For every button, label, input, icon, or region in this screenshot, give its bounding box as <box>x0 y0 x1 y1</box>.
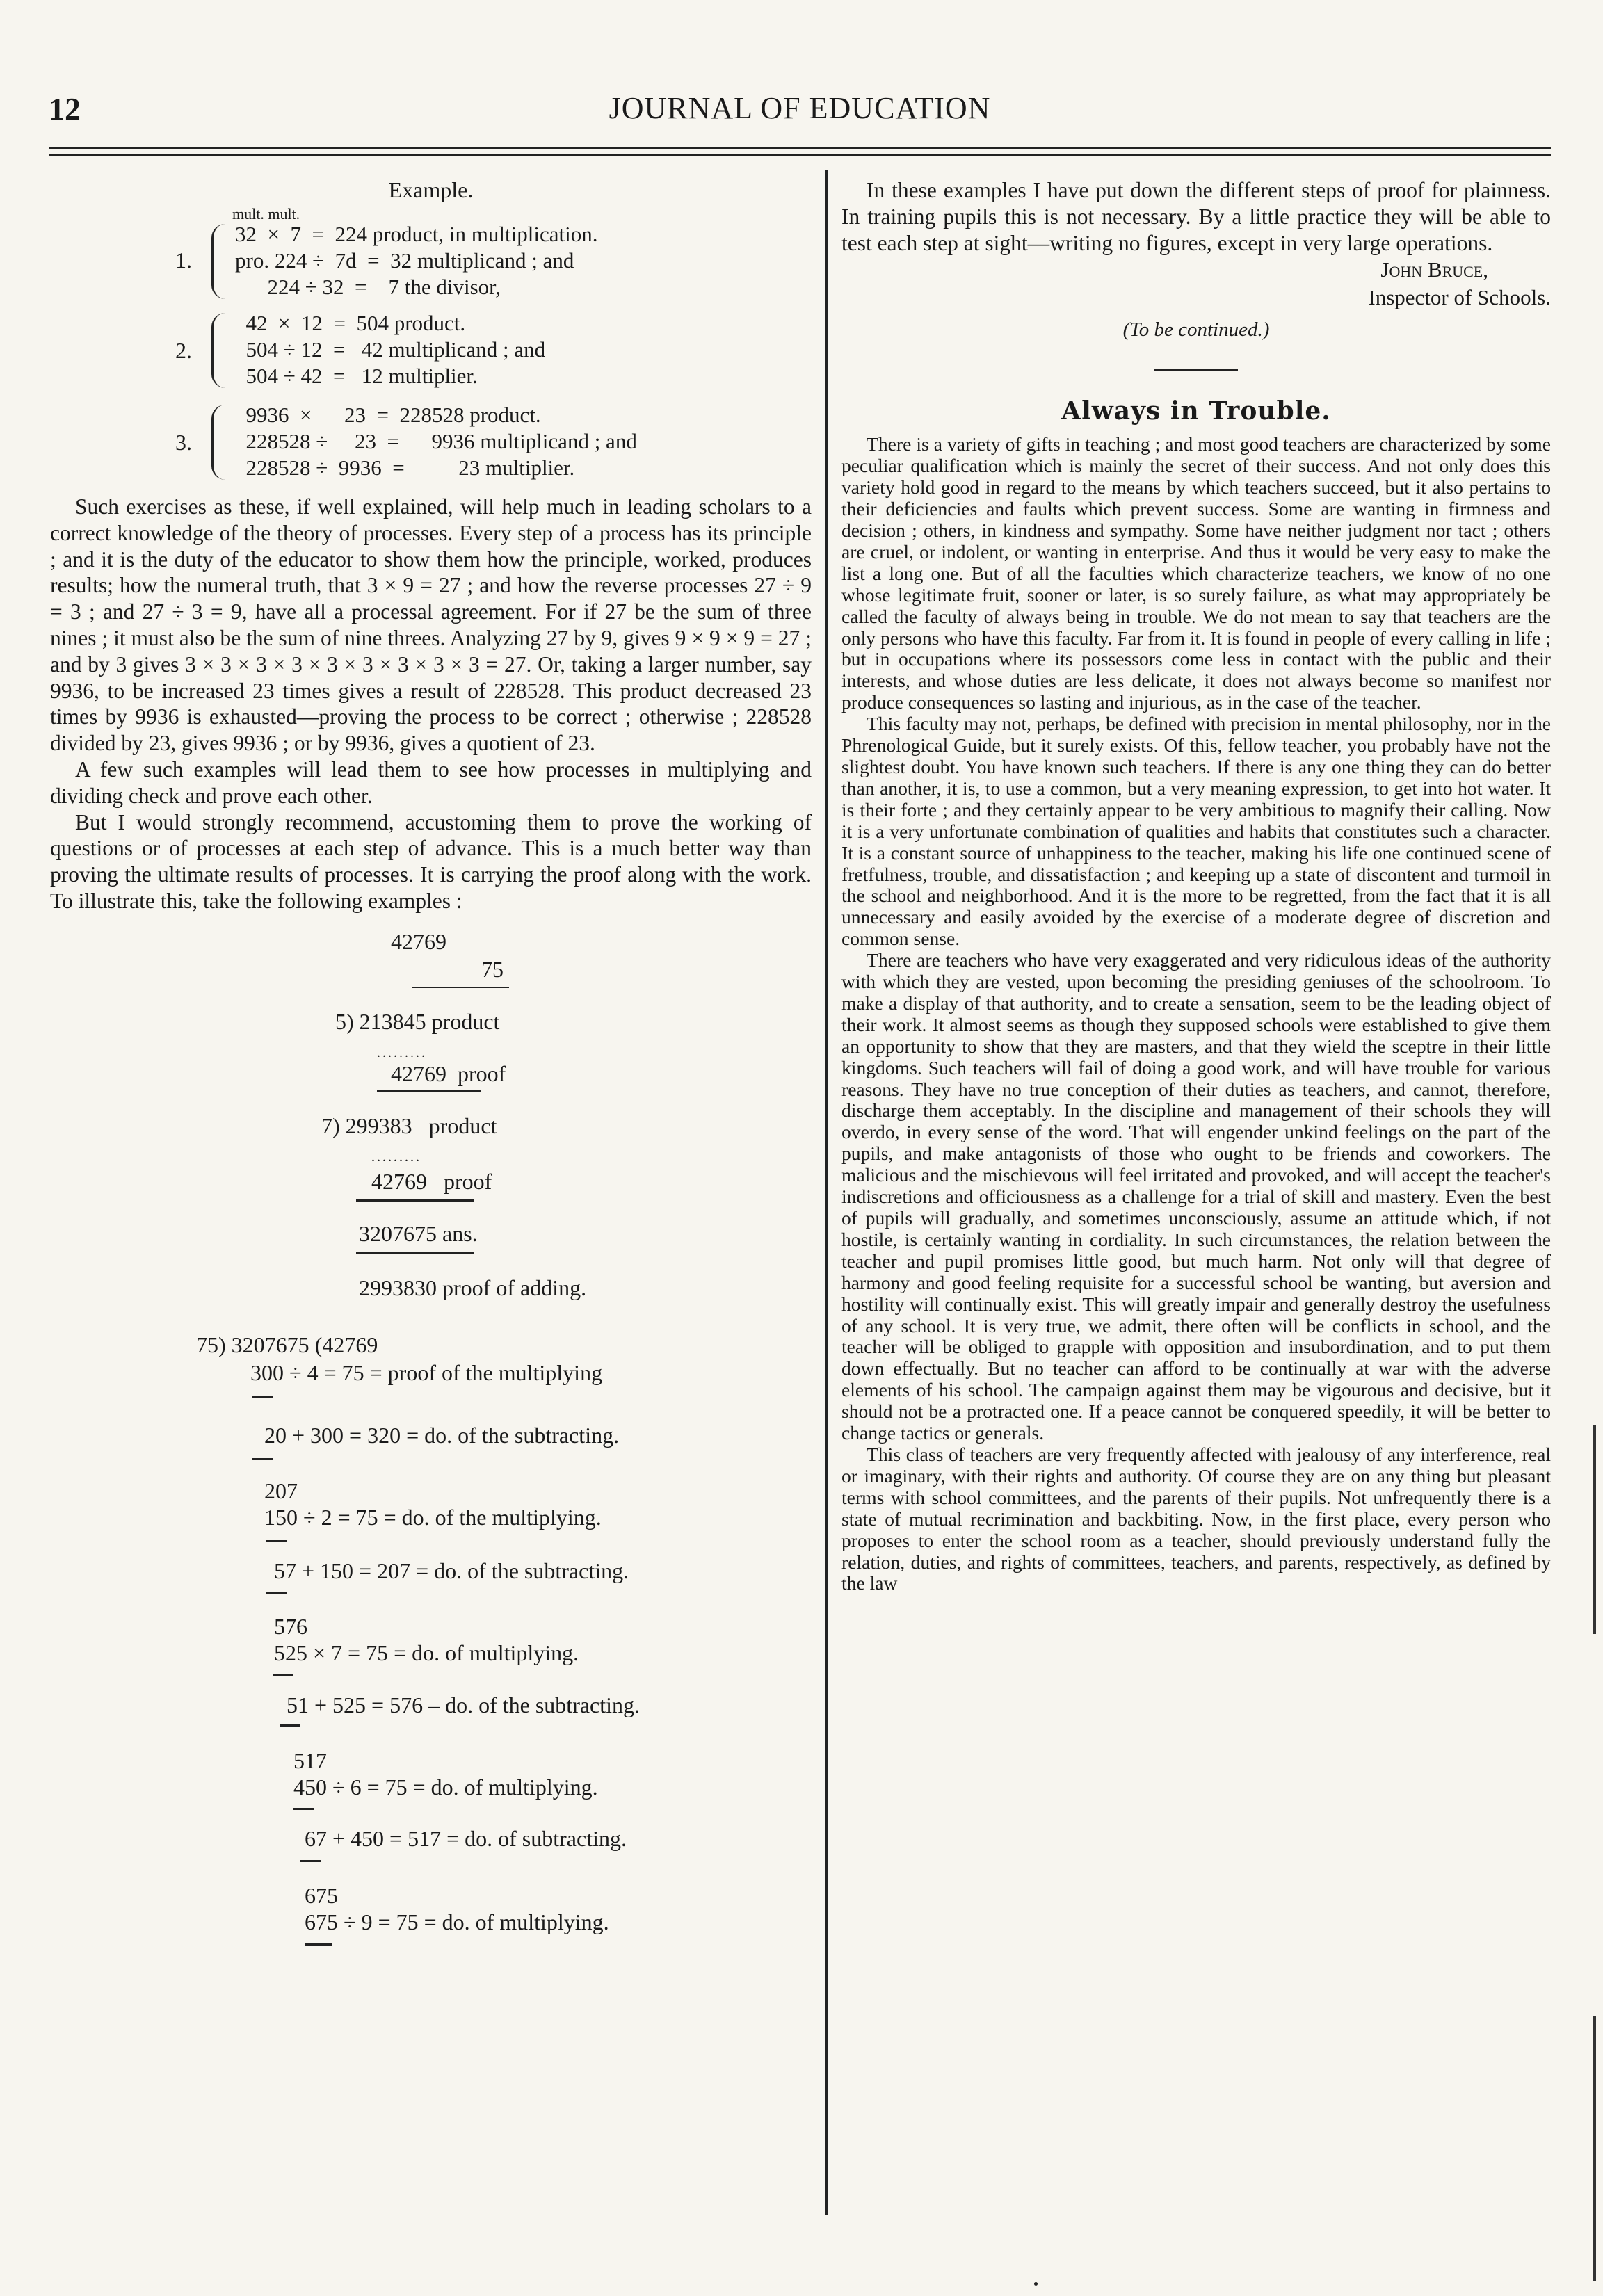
dotted-line: ......... <box>377 1044 427 1060</box>
equation-line: 504 ÷ 12 = 42 multiplicand ; and <box>235 337 546 362</box>
separator-line <box>252 1396 273 1398</box>
calc-line: 42769 proof <box>391 1060 506 1086</box>
brace <box>211 313 227 388</box>
calc-line: 75) 3207675 (42769 <box>196 1332 378 1357</box>
article-body <box>841 434 1551 1594</box>
column-divider <box>825 170 828 2215</box>
equation-group-3 <box>50 402 812 485</box>
example-title: Example. <box>388 177 474 202</box>
dotted-line: ......... <box>371 1149 421 1165</box>
calc-line: 517 <box>293 1747 327 1773</box>
separator-line <box>356 1252 474 1254</box>
calc-line: 7) 299383 product <box>321 1113 497 1138</box>
calc-line: 20 + 300 = 320 = do. of the subtracting. <box>264 1422 620 1448</box>
separator-line <box>377 1090 481 1092</box>
equation-line: 228528 ÷ 23 = 9936 multiplicand ; and <box>235 429 637 453</box>
separator-line <box>280 1724 300 1727</box>
equation-number: 2. <box>175 338 192 363</box>
paragraph: In these examples I have put down the different steps of proof for plainness. In training pupils this is not necessary. By a little practice they will be able to test each step at sight—writing no figures, except in very large operations. <box>841 178 1551 255</box>
calc-line: 576 <box>274 1613 307 1639</box>
calc-line: 5) 213845 product <box>335 1008 500 1034</box>
equation-group-1 <box>50 221 812 302</box>
calc-line: 450 ÷ 6 = 75 = do. of multiplying. <box>293 1774 598 1800</box>
paragraph: But I would strongly recommend, accustoming them to prove the working of questions or of processes at each step of advance. This is a much better way than proving the ultimate results of processes. It is carrying the proof along with the work. To illustrate this, take the following examples : <box>50 809 812 913</box>
brace <box>211 224 227 299</box>
equation-line: 42 × 12 = 504 product. <box>235 311 466 335</box>
separator-line <box>266 1592 287 1594</box>
equation-line: 228528 ÷ 9936 = 23 multiplier. <box>235 455 575 480</box>
page-number: 12 <box>49 91 81 127</box>
calc-line: 300 ÷ 4 = 75 = proof of the multiplying <box>250 1359 603 1385</box>
calc-line: 51 + 525 = 576 – do. of the subtracting. <box>287 1692 641 1717</box>
author-name: John Bruce, <box>1380 257 1488 282</box>
calc-line: 207 <box>264 1478 298 1503</box>
edge-mark <box>1593 1425 1596 1634</box>
separator-line <box>305 1943 332 1946</box>
calc-line: 3207675 ans. <box>359 1220 478 1246</box>
separator-line <box>356 1199 474 1202</box>
paragraph: There are teachers who have very exaggerated and very ridiculous ideas of the authority with which they are vested, upon becoming the presiding geniuses of the schoolroom. To make a display of that authority, and to create a sensation, seem to be the leading object of their work. It almost seems as though they supposed schools were established to give them an opportunity to show that they are masters, and that they wield the sceptre in their little kingdoms. Such teachers will fail of doing a good work, and will have trouble for various reasons. They have no true conception of their duties as teachers, and cannot, therefore, discharge them acceptably. In the discipline and management of their schools they will overdo, in every sense of the word. That will engender unkind feelings on the part of the pupils, and make antagonists of those who ought to be friends and coworkers. The malicious and the mischievous will feel irritated and provoked, and will accept the teacher's indiscretions and officiousness as a challenge for a trial of skill and mastery. Even the best of pupils will gradually, and sometimes unconsciously, assume an attitude which, if not hostile, is certainly wanting in cordiality. In such circumstances, the relation between the teacher and pupil promises little good, but much harm. Not only will that degree of harmony and good feeling requisite for a successful school be wanting, but aversion and hostility will continually exist. This will greatly impair and generally destroy the usefulness of any school. It is very true, we admit, there often will be conflicts in school, and the teacher will be obliged to grapple with opposition and insubordination, and to put them down effectually. But no teacher can afford to be continually at war with the adverse elements of his school. The campaign against them may be vigourous and decisive, but it should not be a protracted one. If a peace cannot be conquered speedily, it will be better to change tactics or generals. <box>841 949 1551 1444</box>
page-header <box>49 90 1551 132</box>
separator-line <box>273 1674 293 1676</box>
mult-header: mult. mult. <box>232 205 300 223</box>
equation-line: 224 ÷ 32 = 7 the divisor, <box>235 275 501 299</box>
print-mark <box>1034 2282 1038 2286</box>
equation-line: pro. 224 ÷ 7d = 32 multiplicand ; and <box>235 248 574 273</box>
paragraph: Such exercises as these, if well explained, will help much in leading scholars to a correct knowledge of the theory of processes. Every step of a process has its principle ; and it is the duty of the educator to show them how the principle, worked, produces results; how the numeral truth, that 3 × 9 = 27 ; and how the reverse processes 27 ÷ 9 = 3 ; and 27 ÷ 3 = 9, have all a processal agreement. For if 27 be the sum of three nines ; it must also be the sum of nine threes. Analyzing 27 by 9, gives 9 × 9 × 9 = 27 ; and by 3 gives 3 × 3 × 3 × 3 × 3 × 3 × 3 × 3 × 3 = 27. Or, taking a larger number, say 9936, to be increased 23 times gives a result of 228528. This product decreased 23 times by 9936 is exhausted—proving the process to be correct ; otherwise ; 228528 divided by 23, gives 9936 ; or by 9936, gives a quotient of 23. <box>50 494 812 756</box>
edge-mark <box>1593 2016 1596 2281</box>
equation-line: 32 × 7 = 224 product, in multiplication. <box>235 222 598 246</box>
paragraph: A few such examples will lead them to see how processes in multiplying and dividing check and prove each other. <box>50 757 812 808</box>
calc-line: 42769 proof <box>371 1168 492 1194</box>
header-rule-bottom <box>49 154 1551 156</box>
left-column <box>50 177 812 2027</box>
header-rule-top <box>49 147 1551 149</box>
separator-line <box>300 1860 321 1862</box>
calc-line: 675 <box>305 1882 338 1908</box>
calc-line: 57 + 150 = 207 = do. of the subtracting. <box>274 1558 629 1583</box>
paragraph: This class of teachers are very frequently affected with jealousy of any interference, real or imaginary, with their rights and authority. Of course they are on any thing but pleasant terms with school committees, and the parents of their pupils. Not unfrequently there is a state of mutual recrimination and backbiting. Now, in the first place, every person who proposes to enter the school room as a teacher, should previously understand fully the relation, duties, and rights of committees, teachers, and parents, respectively, as defined by the law <box>841 1443 1551 1594</box>
separator-line <box>266 1540 287 1542</box>
paragraph: There is a variety of gifts in teaching ; and most good teachers are characterized by some peculiar qualification which is mainly the secret of their success. And not only does this variety hold good in regard to the means by which teachers succeed, but it also pertains to their deficiencies and faults which prevent success. Some are wanting in firmness and decision ; others, in kindness and sympathy. Some have neither judgment nor tact ; others are cruel, or indolent, or wanting in enterprise. And thus it would be very easy to make the list a long one. But of all the faculties which characterize teachers, we know of no one whose legitimate fruit, sooner or later, is so surely failure, as what may appropriately be called the faculty of always being in trouble. We do not mean to say that teachers are the only persons who have this faculty. Far from it. It is found in people of every calling in life ; but in occupations where its possessors come less in contact with the public and their interests, and whose duties are less delicate, it does not always become so manifest nor produce consequences so lasting and injurious, as in the case of the teacher. <box>841 433 1551 713</box>
separator-line <box>293 1808 314 1810</box>
separator-line <box>252 1458 273 1460</box>
running-title: JOURNAL OF EDUCATION <box>609 91 991 125</box>
equation-group-2 <box>50 310 812 395</box>
calc-line: 150 ÷ 2 = 75 = do. of the multiplying. <box>264 1504 602 1530</box>
article-title: Always in Trouble. <box>1061 396 1331 426</box>
right-column <box>841 177 1551 1594</box>
article-separator <box>1154 369 1238 371</box>
calc-line: 42769 <box>391 928 446 954</box>
continued-note: (To be continued.) <box>1122 318 1270 341</box>
signature-title: Inspector of Schools. <box>1368 285 1551 310</box>
equation-line: 9936 × 23 = 228528 product. <box>235 403 541 427</box>
worked-examples <box>50 928 812 2027</box>
brace <box>211 405 227 480</box>
equation-number: 3. <box>175 430 192 455</box>
equation-line: 504 ÷ 42 = 12 multiplier. <box>235 364 478 388</box>
signature-name <box>841 256 1551 284</box>
calc-line: 2993830 proof of adding. <box>359 1275 587 1300</box>
calc-line: 675 ÷ 9 = 75 = do. of multiplying. <box>305 1909 609 1934</box>
equation-number: 1. <box>175 248 192 273</box>
paragraph: This faculty may not, perhaps, be defined with precision in mental philosophy, nor in the Phrenological Guide, but it surely exists. Of this, fellow teacher, you probably have not the slightest doubt. You have known such teachers. If there is any one thing they can do better than another, it is, to use a common, but a very meaning expression, to get into hot water. It is their forte ; and they certainly appear to be very ambitious to magnify their calling. Now it is a very unfortunate combination of qualities and habits that constitutes such a character. It is a constant source of unhappiness to the teacher, making his life one continued scene of fretfulness, trouble, and dissatisfaction ; and keeping up a state of discontent and turmoil in the school and neighborhood. And it is the more to be regretted, from the fact that it is all unnecessary and easily avoided by the exercise of a moderate degree of discretion and common sense. <box>841 713 1551 950</box>
calc-line: 67 + 450 = 517 = do. of subtracting. <box>305 1825 627 1851</box>
calc-line: 525 × 7 = 75 = do. of multiplying. <box>274 1640 579 1665</box>
calc-line: 75 <box>412 956 509 988</box>
